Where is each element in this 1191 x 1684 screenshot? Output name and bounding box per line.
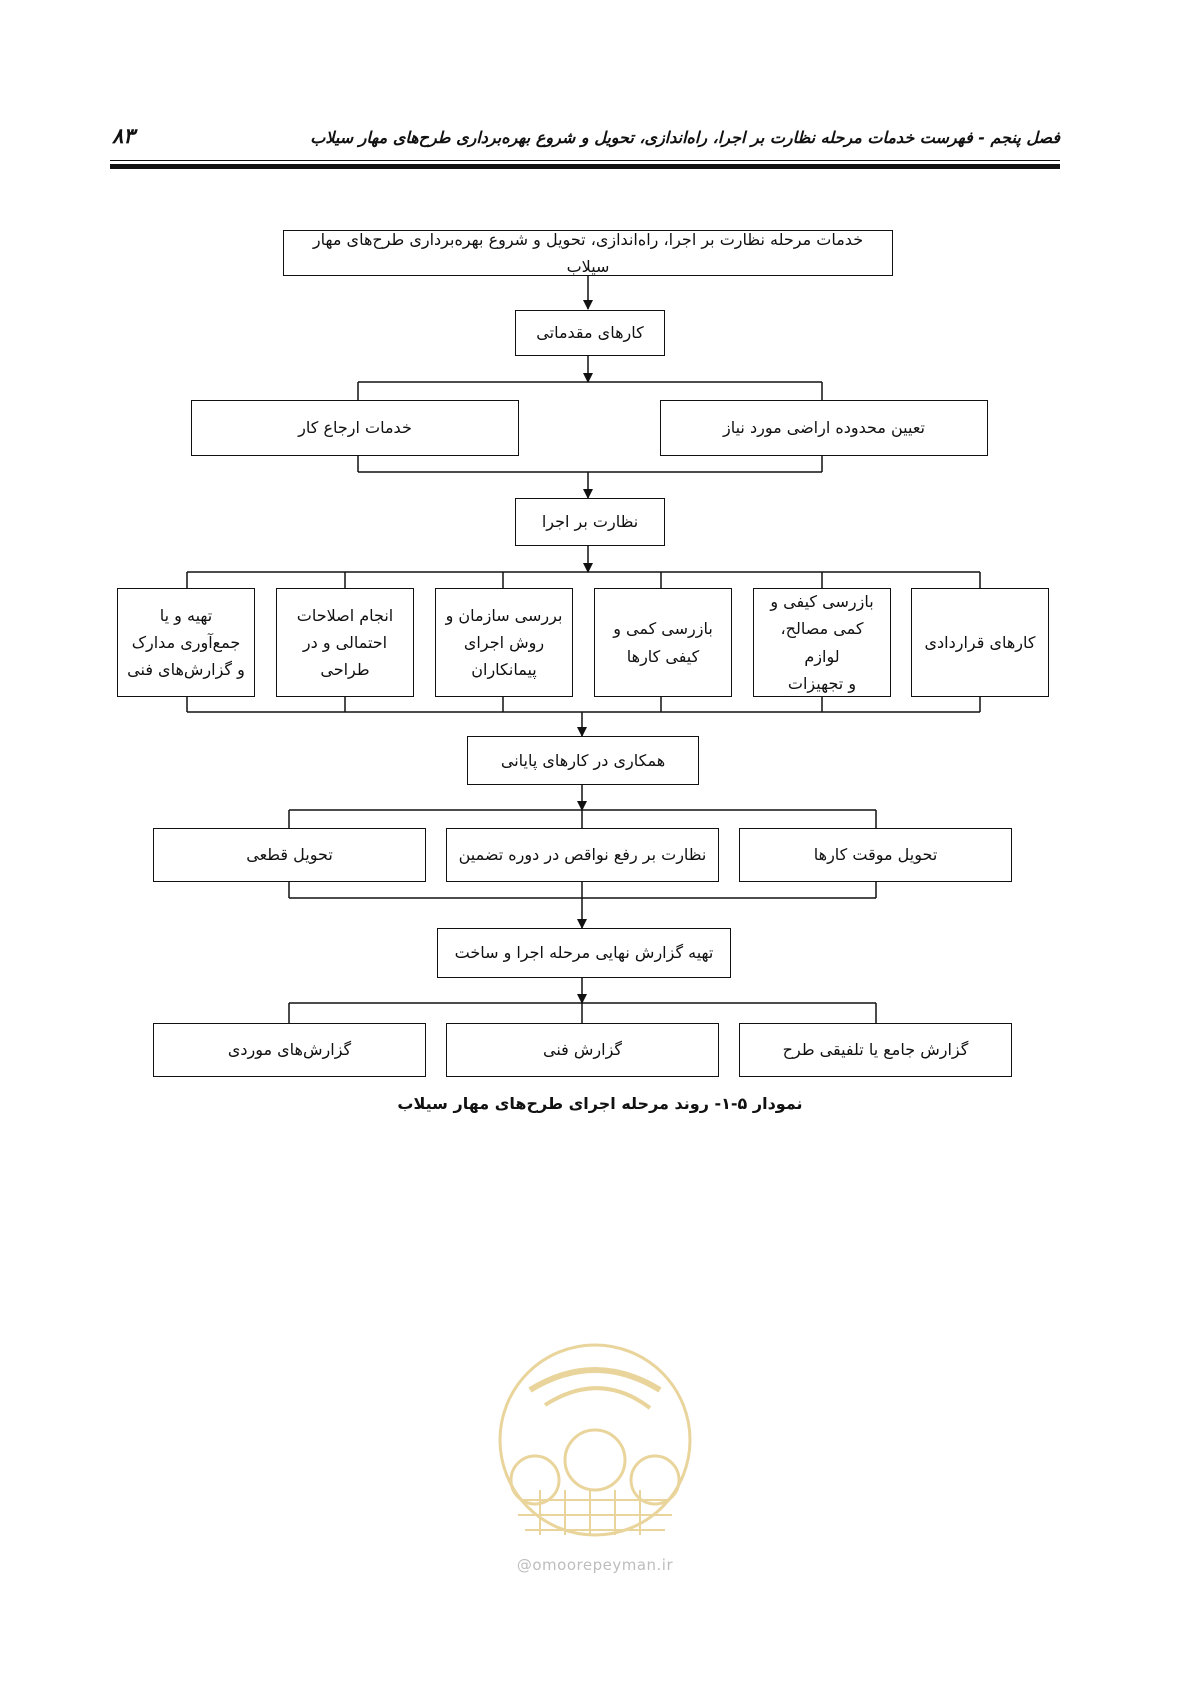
node-works-inspection [594, 588, 732, 697]
node-land-boundary [660, 400, 988, 456]
page-number: ۸۳ [112, 124, 135, 148]
node-works-inspection-label: بازرسی کمی و کیفی کارها [613, 619, 713, 666]
node-supervision [515, 498, 665, 546]
node-provisional-delivery [739, 828, 1012, 882]
node-final-report-label: تهیه گزارش نهایی مرحله اجرا و ساخت [454, 943, 714, 963]
node-defects-supervision [446, 828, 719, 882]
node-material-inspection [753, 588, 891, 697]
node-case-reports-label: گزارش‌های موردی [227, 1040, 352, 1060]
node-design-corrections-label: انجام اصلاحات احتمالی و در طراحی [296, 605, 394, 680]
node-technical-report-label: گزارش فنی [542, 1040, 623, 1060]
node-root-label: خدمات مرحله نظارت بر اجرا، راه‌اندازی، تحویل و شروع بهره‌برداری طرح‌های مهار سیلاب [312, 229, 864, 276]
watermark-url: @omoorepeyman.ir [516, 1556, 674, 1574]
node-preliminary-label: کارهای مقدماتی [536, 323, 644, 343]
node-final-report [437, 928, 731, 978]
node-technical-report [446, 1023, 719, 1077]
node-referral-services-label: خدمات ارجاع کار [298, 418, 412, 438]
node-contractor-review [435, 588, 573, 697]
node-provisional-delivery-label: تحویل موقت کارها [813, 845, 938, 865]
node-contract-works [911, 588, 1049, 697]
node-design-corrections [276, 588, 414, 697]
node-comprehensive-report [739, 1023, 1012, 1077]
node-material-inspection-label: بازرسی کیفی و کمی مصالح، لوازم و تجهیزات [770, 592, 874, 693]
node-comprehensive-report-label: گزارش جامع یا تلفیقی طرح [782, 1040, 969, 1060]
node-contractor-review-label: بررسی سازمان و روش اجرای پیمانکاران [445, 605, 563, 680]
node-supervision-label: نظارت بر اجرا [541, 512, 639, 532]
node-final-delivery-label: تحویل قطعی [246, 845, 333, 865]
node-technical-documents [117, 588, 255, 697]
node-defects-supervision-label: نظارت بر رفع نواقص در دوره تضمین [458, 845, 707, 865]
node-referral-services [191, 400, 519, 456]
node-contract-works-label: کارهای قراردادی [924, 632, 1036, 652]
node-technical-documents-label: تهیه و یا جمع‌آوری مدارک و گزارش‌های فنی [127, 605, 245, 680]
chapter-header-title: فصل پنجم - فهرست خدمات مرحله نظارت بر اجرا، راه‌اندازی، تحویل و شروع بهره‌برداری طرح‌های مهار سیلاب [310, 128, 1060, 147]
node-final-delivery [153, 828, 426, 882]
node-land-boundary-label: تعیین محدوده اراضی مورد نیاز [723, 418, 925, 438]
node-final-works [467, 736, 699, 785]
node-preliminary [515, 310, 665, 356]
figure-caption: نمودار ۵-۱- روند مرحله اجرای طرح‌های مهار سیلاب [397, 1094, 803, 1113]
node-case-reports [153, 1023, 426, 1077]
node-final-works-label: همکاری در کارهای پایانی [500, 750, 666, 770]
node-root [283, 230, 893, 276]
